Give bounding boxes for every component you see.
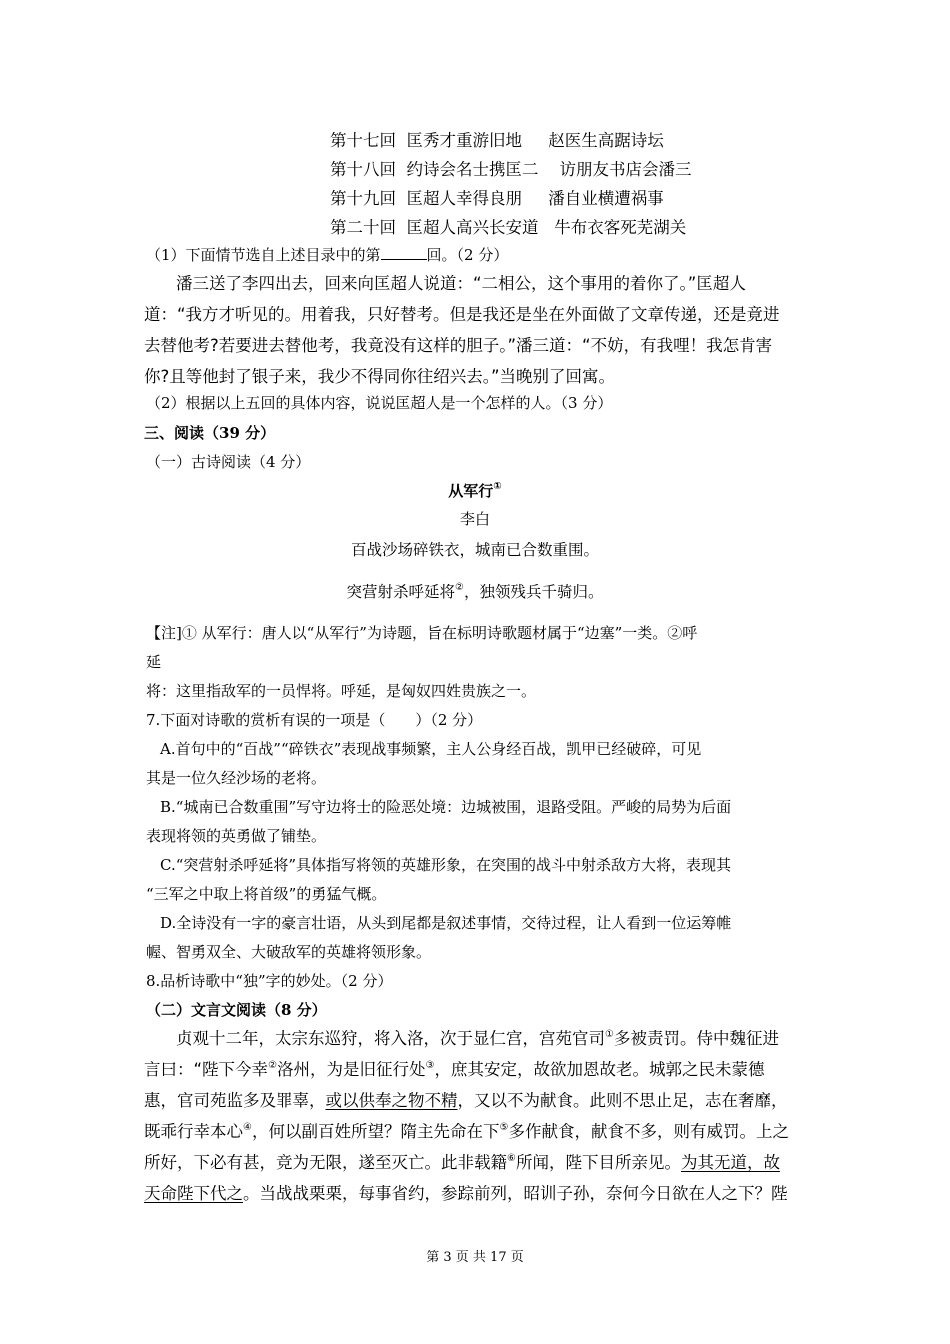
poem-line-2-a: 突营射杀呼延将 xyxy=(346,583,456,601)
option-d[interactable]: D.全诗没有一字的豪言壮语，从头到尾都是叙述事情，交待过程，让人看到一位运筹帷 xyxy=(160,914,732,932)
toc-title-a: 匡超人高兴长安道 xyxy=(406,218,539,237)
toc-title-a: 约诗会名士携匡二 xyxy=(406,160,539,179)
toc-title-b: 赵医生高踞诗坛 xyxy=(548,131,664,150)
question-2: （2）根据以上五回的具体内容，说说匡超人是一个怎样的人。（3 分） xyxy=(146,394,613,412)
page-footer: 第 3 页 共 17 页 xyxy=(426,1250,524,1265)
poem-author: 李白 xyxy=(459,510,490,528)
question-8: 8.品析诗歌中“独”字的妙处。（2 分） xyxy=(146,972,393,990)
poem-line-2 xyxy=(0,580,950,602)
footnote-mark: ② xyxy=(455,582,464,593)
poem-line-1: 百战沙场碎铁衣，城南已合数重围。 xyxy=(350,541,599,559)
option-a[interactable]: A.首句中的“百战”“碎铁衣”表现战事频繁，主人公身经百战，凯甲已经破碎，可见 xyxy=(160,740,702,758)
passage-line: 道：“我方才听见的。用着我，只好替考。但是我还是坐在外面做了文章传递，还是竟进 xyxy=(144,305,780,324)
underlined-sentence: 为其无道，故 xyxy=(680,1153,780,1172)
text-segment: 所闻，陛下目所亲见。 xyxy=(515,1153,681,1172)
subsection-heading: （一）古诗阅读（4 分） xyxy=(146,453,311,471)
text-segment: ，何以副百姓所望？隋主先命在下 xyxy=(251,1122,500,1141)
text-segment: 洛州，为是旧征行处 xyxy=(277,1060,426,1079)
note-line: 延 xyxy=(146,653,162,671)
passage-line: 你?且等他封了银子来，我少不得同你往绍兴去。”当晚别了回寓。 xyxy=(144,367,616,386)
text-segment: 言曰：“陛下今幸 xyxy=(144,1060,269,1079)
footnote-mark: ④ xyxy=(243,1122,252,1133)
toc-line-19 xyxy=(330,185,664,209)
footnote-mark: ⑥ xyxy=(507,1153,516,1164)
classical-line-1 xyxy=(176,1025,779,1049)
footnote-mark: ① xyxy=(605,1029,614,1040)
text-segment: 既乖行幸本心 xyxy=(144,1122,243,1141)
passage-line: 潘三送了李四出去，回来向匡超人说道：“二相公，这个事用的着你了。”匡超人 xyxy=(176,274,746,293)
footnote-mark: ⑤ xyxy=(499,1122,509,1133)
toc-title-b: 访朋友书店会潘三 xyxy=(559,160,692,179)
classical-line-6 xyxy=(144,1180,788,1204)
classical-line-2 xyxy=(144,1056,765,1080)
toc-title-a: 匡秀才重游旧地 xyxy=(406,131,522,150)
note-line: 将：这里指敌军的一员悍将。呼延，是匈奴四姓贵族之一。 xyxy=(146,682,537,700)
passage-line: 去替他考?若要进去替他考，我竟没有这样的胆子。”潘三道：“不妨，有我哩！我怎肯害 xyxy=(144,336,773,355)
toc-title-b: 潘自业横遭祸事 xyxy=(548,189,664,208)
option-d-cont: 幄、智勇双全、大破敌军的英雄将领形象。 xyxy=(146,943,432,961)
poem-line-2-b: ，独领残兵千骑归。 xyxy=(463,583,604,601)
section-heading: 三、阅读（39 分） xyxy=(144,424,276,442)
text-segment: 多作献食，献食不多，则有威罚。上之 xyxy=(508,1122,789,1141)
text-segment: 。当战战栗栗，每事省约，参踪前列，昭训子孙，奈何今日欲在人之下？陛 xyxy=(243,1184,788,1203)
option-c[interactable]: C.“突营射杀呼延将”具体指写将领的英雄形象，在突围的战斗中射杀敌方大将，表现其 xyxy=(160,856,732,874)
option-b[interactable]: B.“城南已合数重围”写守边将士的险恶处境：边城被围，退路受阻。严峻的局势为后面 xyxy=(160,798,732,816)
text-segment: 贞观十二年，太宗东巡狩，将入洛，次于显仁宫，宫苑官司 xyxy=(176,1029,605,1048)
text-segment: 惠，官司苑监多及罪辜， xyxy=(144,1091,326,1110)
toc-number: 第二十回 xyxy=(330,218,396,237)
text-segment: 所好，下必有甚，竞为无限，遂至灭亡。此非载籍 xyxy=(144,1153,507,1172)
toc-number: 第十九回 xyxy=(330,189,396,208)
option-a-cont: 其是一位久经沙场的老将。 xyxy=(146,769,327,787)
footnote-mark: ① xyxy=(493,481,502,492)
classical-line-3 xyxy=(144,1087,788,1111)
toc-title-b: 牛布衣客死芜湖关 xyxy=(554,218,687,237)
toc-line-17 xyxy=(330,127,664,151)
text-segment: ，庶其安定，故欲加恩故老。城郭之民未蒙德 xyxy=(434,1060,765,1079)
answer-blank[interactable] xyxy=(381,245,427,260)
text-segment: ，又以不为献食。此则不思止足，志在奢靡， xyxy=(457,1091,788,1110)
question-1-points: 回。（2 分） xyxy=(426,246,509,264)
poem-title xyxy=(0,480,950,501)
question-1 xyxy=(146,244,508,265)
footnote-mark: ③ xyxy=(425,1060,435,1071)
option-c-cont: “三军之中取上将首级”的勇猛气概。 xyxy=(146,885,387,903)
text-segment: 多被责罚。侍中魏征进 xyxy=(613,1029,779,1048)
underlined-sentence: 或以供奉之物不精 xyxy=(325,1091,458,1110)
subsection-heading: （二）文言文阅读（8 分） xyxy=(146,1001,327,1019)
underlined-sentence: 天命陛下代之 xyxy=(144,1184,243,1203)
question-1-text: （1）下面情节选自上述目录中的第 xyxy=(146,246,381,264)
toc-line-18 xyxy=(330,156,691,180)
option-b-cont: 表现将领的英勇做了铺垫。 xyxy=(146,827,327,845)
note-line: 【注]① 从军行：唐人以“从军行”为诗题，旨在标明诗歌题材属于“边塞”一类。②呼 xyxy=(146,624,698,642)
toc-number: 第十八回 xyxy=(330,160,396,179)
poem-title-text: 从军行 xyxy=(448,482,494,500)
question-7: 7.下面对诗歌的赏析有误的一项是（ ）（2 分） xyxy=(146,711,483,729)
classical-line-5 xyxy=(144,1149,780,1173)
toc-title-a: 匡超人幸得良朋 xyxy=(406,189,522,208)
toc-number: 第十七回 xyxy=(330,131,396,150)
toc-line-20 xyxy=(330,214,686,238)
classical-line-4 xyxy=(144,1118,789,1142)
footnote-mark: ② xyxy=(268,1060,278,1071)
